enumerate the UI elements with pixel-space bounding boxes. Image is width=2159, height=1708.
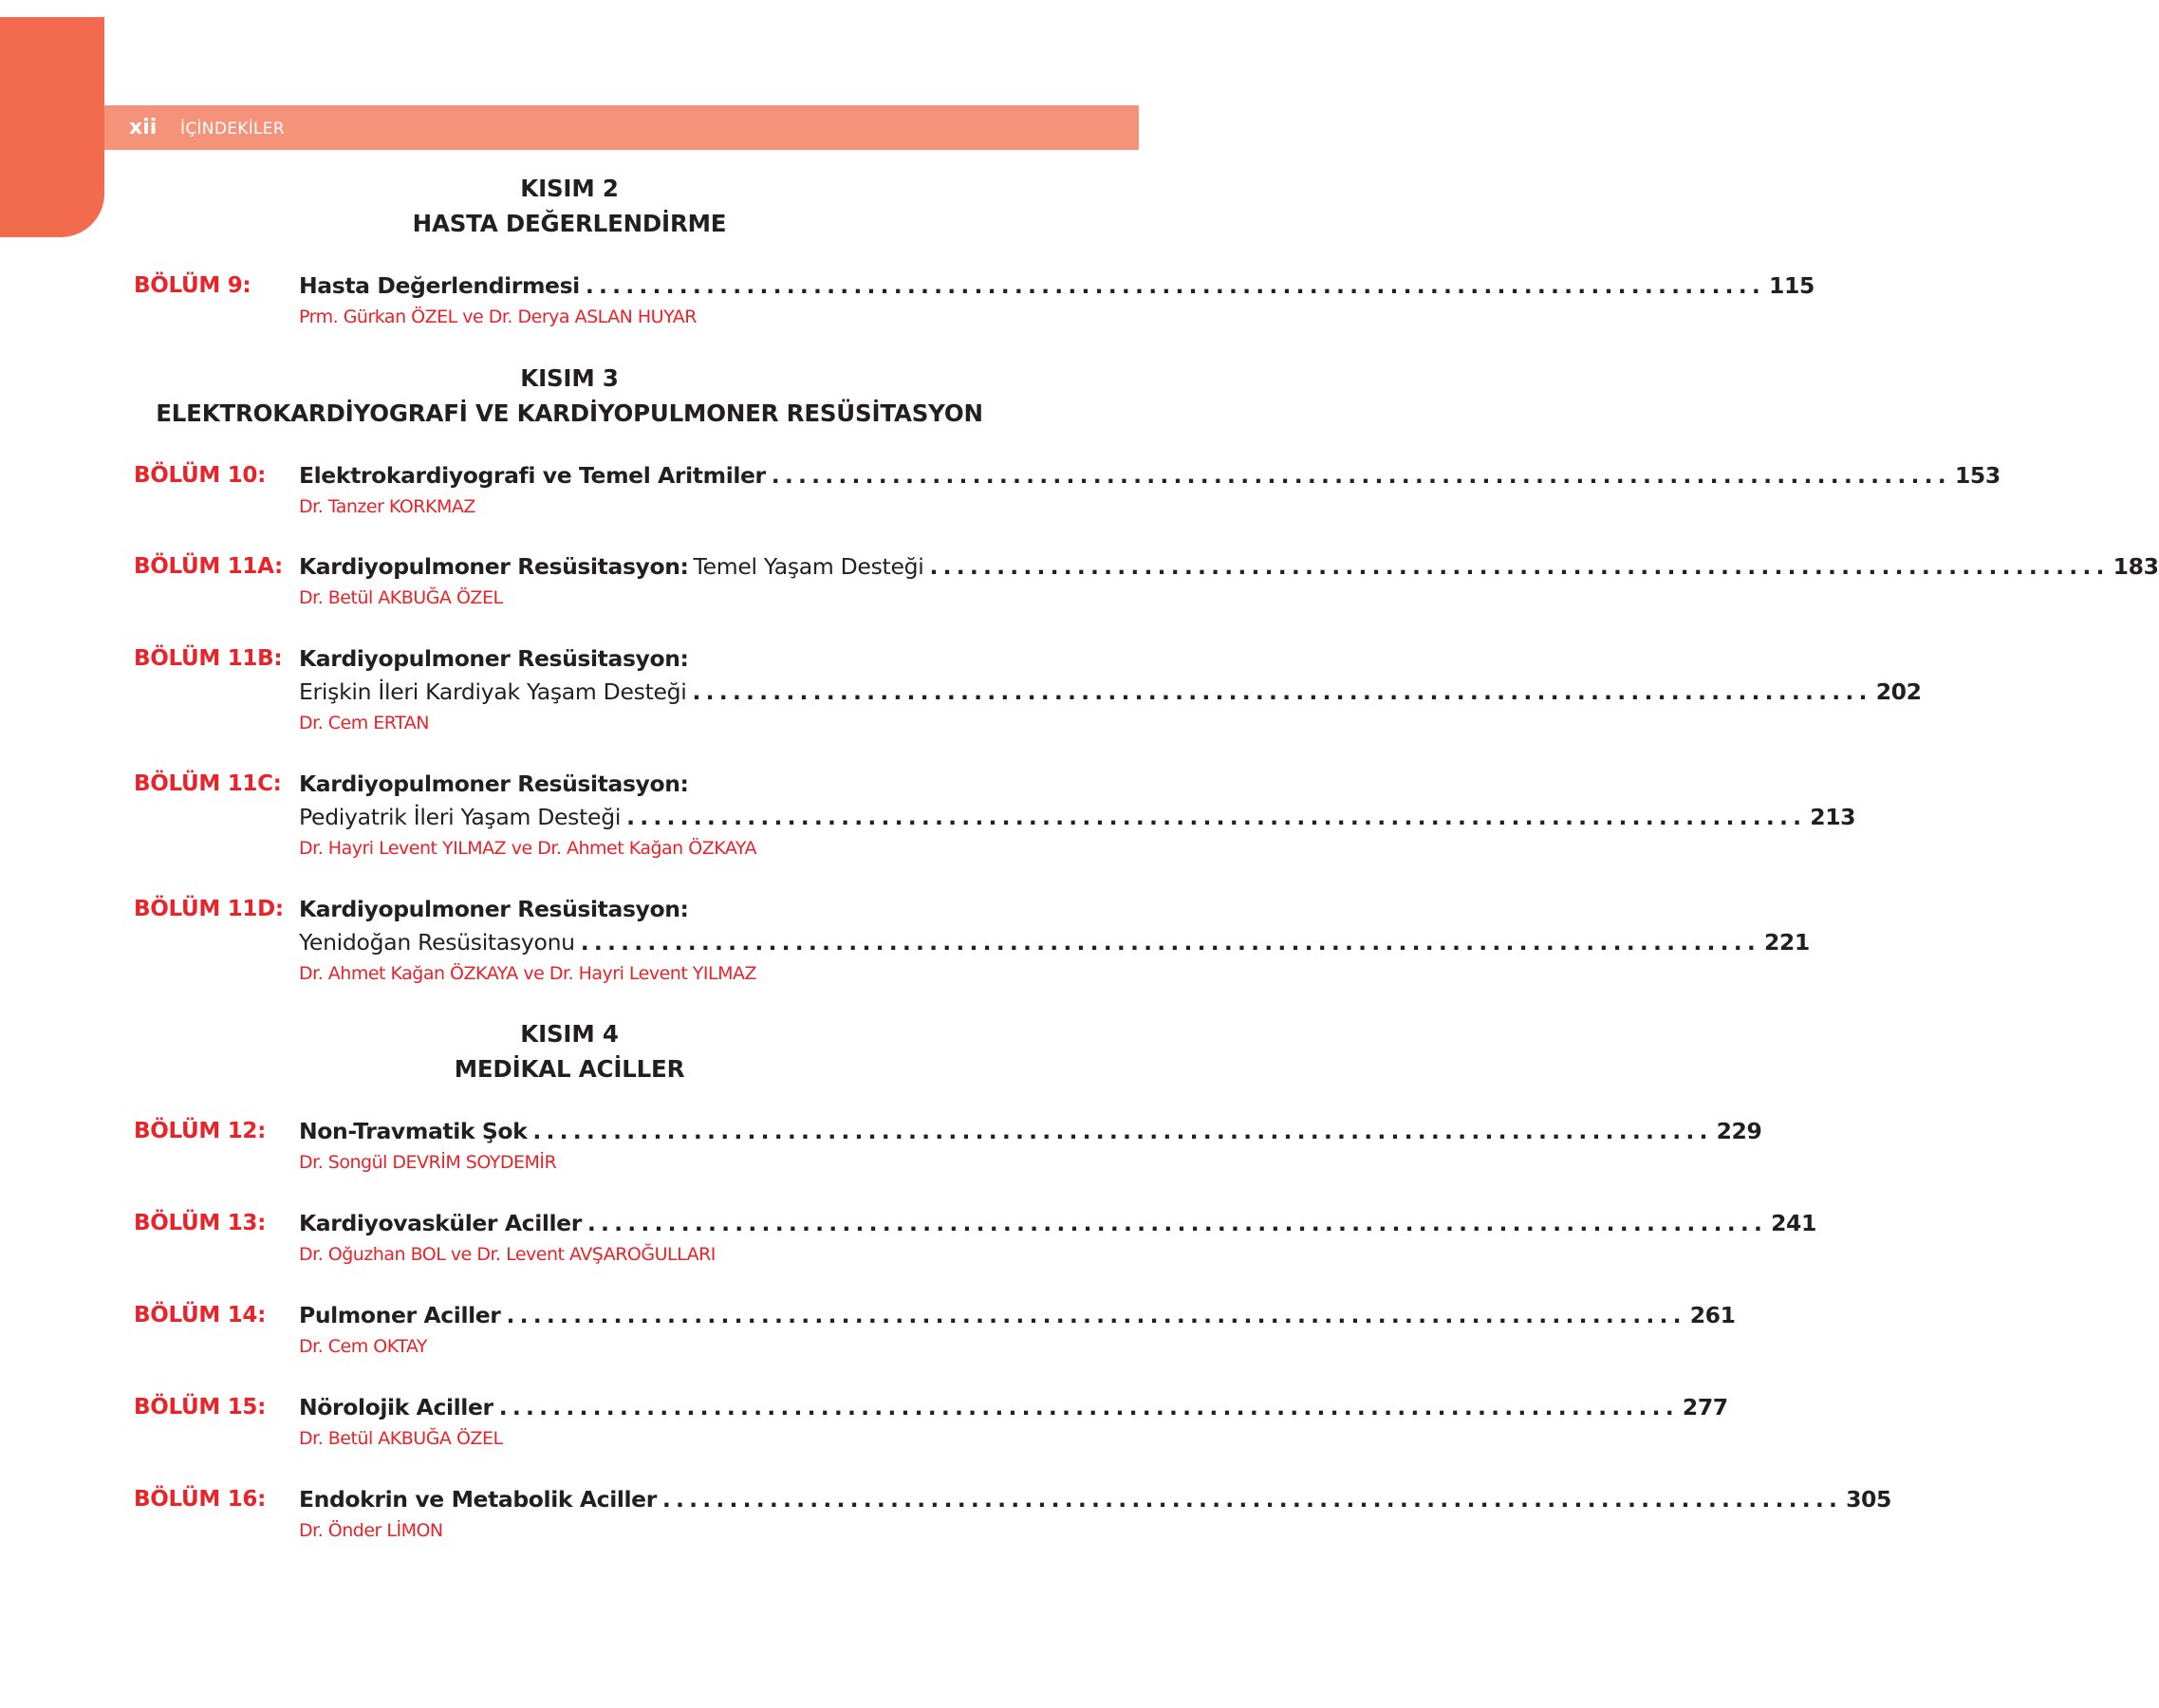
page-ref: 305 bbox=[1846, 1486, 1891, 1513]
chapter-title: Pulmoner Aciller bbox=[299, 1302, 501, 1328]
chapter-label: BÖLÜM 9: bbox=[134, 273, 251, 298]
subtitle-line bbox=[299, 801, 1856, 833]
chapter-subtitle: Pediyatrik İleri Yaşam Desteği bbox=[299, 804, 622, 830]
chapter-author: Dr. Songül DEVRİM SOYDEMİR bbox=[299, 1152, 557, 1173]
page-ref: 213 bbox=[1810, 804, 1856, 830]
chapter-title: Kardiyopulmoner Resüsitasyon: bbox=[299, 645, 689, 672]
chapter-author: Dr. Tanzer KORKMAZ bbox=[299, 496, 475, 517]
chapter-author: Dr. Cem OKTAY bbox=[299, 1336, 427, 1357]
subtitle-line bbox=[299, 926, 1810, 958]
title-line bbox=[299, 1207, 1816, 1239]
chapter-title: Nörolojik Aciller bbox=[299, 1394, 493, 1420]
part-label: KISIM 4 bbox=[520, 1020, 619, 1048]
chapter-title: Elektrokardiyografi ve Temel Aritmiler bbox=[299, 462, 766, 489]
chapter-label: BÖLÜM 11C: bbox=[134, 771, 282, 796]
page-number: xii bbox=[129, 116, 158, 139]
title-line bbox=[299, 1391, 1728, 1423]
chapter-label: BÖLÜM 10: bbox=[134, 463, 266, 488]
chapter-title: Non-Travmatik Şok bbox=[299, 1118, 528, 1144]
part-title: ELEKTROKARDİYOGRAFİ VE KARDİYOPULMONER RESÜSİTASYON bbox=[156, 399, 983, 427]
chapter-title: Kardiyopulmoner Resüsitasyon: bbox=[299, 770, 689, 797]
part-label: KISIM 3 bbox=[520, 364, 619, 392]
chapter-author: Dr. Betül AKBUĞA ÖZEL bbox=[299, 587, 503, 608]
part-title: HASTA DEĞERLENDİRME bbox=[412, 210, 727, 237]
page-ref: 241 bbox=[1771, 1210, 1816, 1236]
dot-leader: ........................................................................................ bbox=[626, 804, 1807, 830]
page-ref: 221 bbox=[1763, 929, 1810, 956]
part-heading-3 bbox=[0, 361, 1139, 431]
title-line bbox=[299, 1299, 1736, 1331]
chapter-subtitle: Erişkin İleri Kardiyak Yaşam Desteği bbox=[299, 678, 687, 705]
dot-leader: ........................................................................................ bbox=[692, 678, 1872, 705]
chapter-label: BÖLÜM 11A: bbox=[134, 554, 283, 579]
dot-leader: ........................................................................................ bbox=[532, 1118, 1713, 1144]
dot-leader: ........................................................................................ bbox=[771, 462, 1951, 489]
title-line bbox=[299, 1115, 1762, 1147]
part-heading-4 bbox=[0, 1016, 1139, 1086]
page-ref: 183 bbox=[2112, 553, 2159, 580]
title-line bbox=[299, 642, 993, 675]
dot-leader: ........................................................................................ bbox=[585, 272, 1766, 299]
running-header-title: İÇİNDEKİLER bbox=[180, 120, 285, 139]
title-line bbox=[299, 550, 2159, 583]
dot-leader: ........................................................................................ bbox=[586, 1210, 1768, 1236]
page-ref: 229 bbox=[1716, 1118, 1762, 1144]
chapter-author: Dr. Oğuzhan BOL ve Dr. Levent AVŞAROĞULLARI bbox=[299, 1244, 716, 1265]
chapter-subtitle: Temel Yaşam Desteği bbox=[693, 553, 924, 580]
title-line bbox=[299, 893, 993, 925]
page-ref: 261 bbox=[1689, 1302, 1736, 1328]
title-line bbox=[299, 1483, 1891, 1515]
subtitle-line bbox=[299, 676, 1922, 708]
title-line bbox=[299, 269, 1815, 302]
page-ref: 153 bbox=[1954, 462, 2001, 489]
chapter-label: BÖLÜM 11D: bbox=[134, 897, 284, 921]
chapter-title: Endokrin ve Metabolik Aciller bbox=[299, 1486, 657, 1513]
page-ref: 202 bbox=[1875, 678, 1922, 705]
dot-leader: ........................................................................................ bbox=[506, 1302, 1686, 1328]
chapter-author: Dr. Ahmet Kağan ÖZKAYA ve Dr. Hayri Levent YILMAZ bbox=[299, 963, 757, 984]
chapter-author: Prm. Gürkan ÖZEL ve Dr. Derya ASLAN HUYAR bbox=[299, 306, 697, 327]
part-heading-2 bbox=[0, 171, 1139, 241]
part-title: MEDİKAL ACİLLER bbox=[454, 1055, 685, 1083]
chapter-label: BÖLÜM 14: bbox=[134, 1303, 266, 1327]
chapter-author: Dr. Önder LİMON bbox=[299, 1520, 443, 1541]
chapter-label: BÖLÜM 11B: bbox=[134, 646, 283, 671]
chapter-label: BÖLÜM 12: bbox=[134, 1119, 266, 1143]
dot-leader: ........................................................................................ bbox=[580, 929, 1760, 956]
chapter-subtitle: Yenidoğan Resüsitasyonu bbox=[299, 929, 575, 956]
title-line bbox=[299, 768, 993, 800]
chapter-title: Kardiyopulmoner Resüsitasyon: bbox=[299, 896, 689, 922]
dot-leader: ........................................................................................ bbox=[661, 1486, 1843, 1513]
chapter-title: Hasta Değerlendirmesi bbox=[299, 272, 580, 299]
chapter-label: BÖLÜM 16: bbox=[134, 1487, 266, 1512]
dot-leader: ........................................................................................ bbox=[498, 1394, 1679, 1420]
chapter-label: BÖLÜM 13: bbox=[134, 1211, 266, 1235]
chapter-author: Dr. Cem ERTAN bbox=[299, 713, 429, 733]
chapter-title: Kardiyovasküler Aciller bbox=[299, 1210, 582, 1236]
part-label: KISIM 2 bbox=[520, 175, 619, 202]
chapter-author: Dr. Hayri Levent YILMAZ ve Dr. Ahmet Kağan ÖZKAYA bbox=[299, 838, 757, 859]
page-ref: 277 bbox=[1682, 1394, 1728, 1420]
chapter-title: Kardiyopulmoner Resüsitasyon: bbox=[299, 553, 689, 580]
chapter-label: BÖLÜM 15: bbox=[134, 1395, 266, 1420]
page-ref: 115 bbox=[1769, 272, 1815, 299]
title-line bbox=[299, 459, 2001, 492]
dot-leader: ........................................................................................ bbox=[929, 553, 2110, 580]
chapter-author: Dr. Betül AKBUĞA ÖZEL bbox=[299, 1428, 503, 1449]
